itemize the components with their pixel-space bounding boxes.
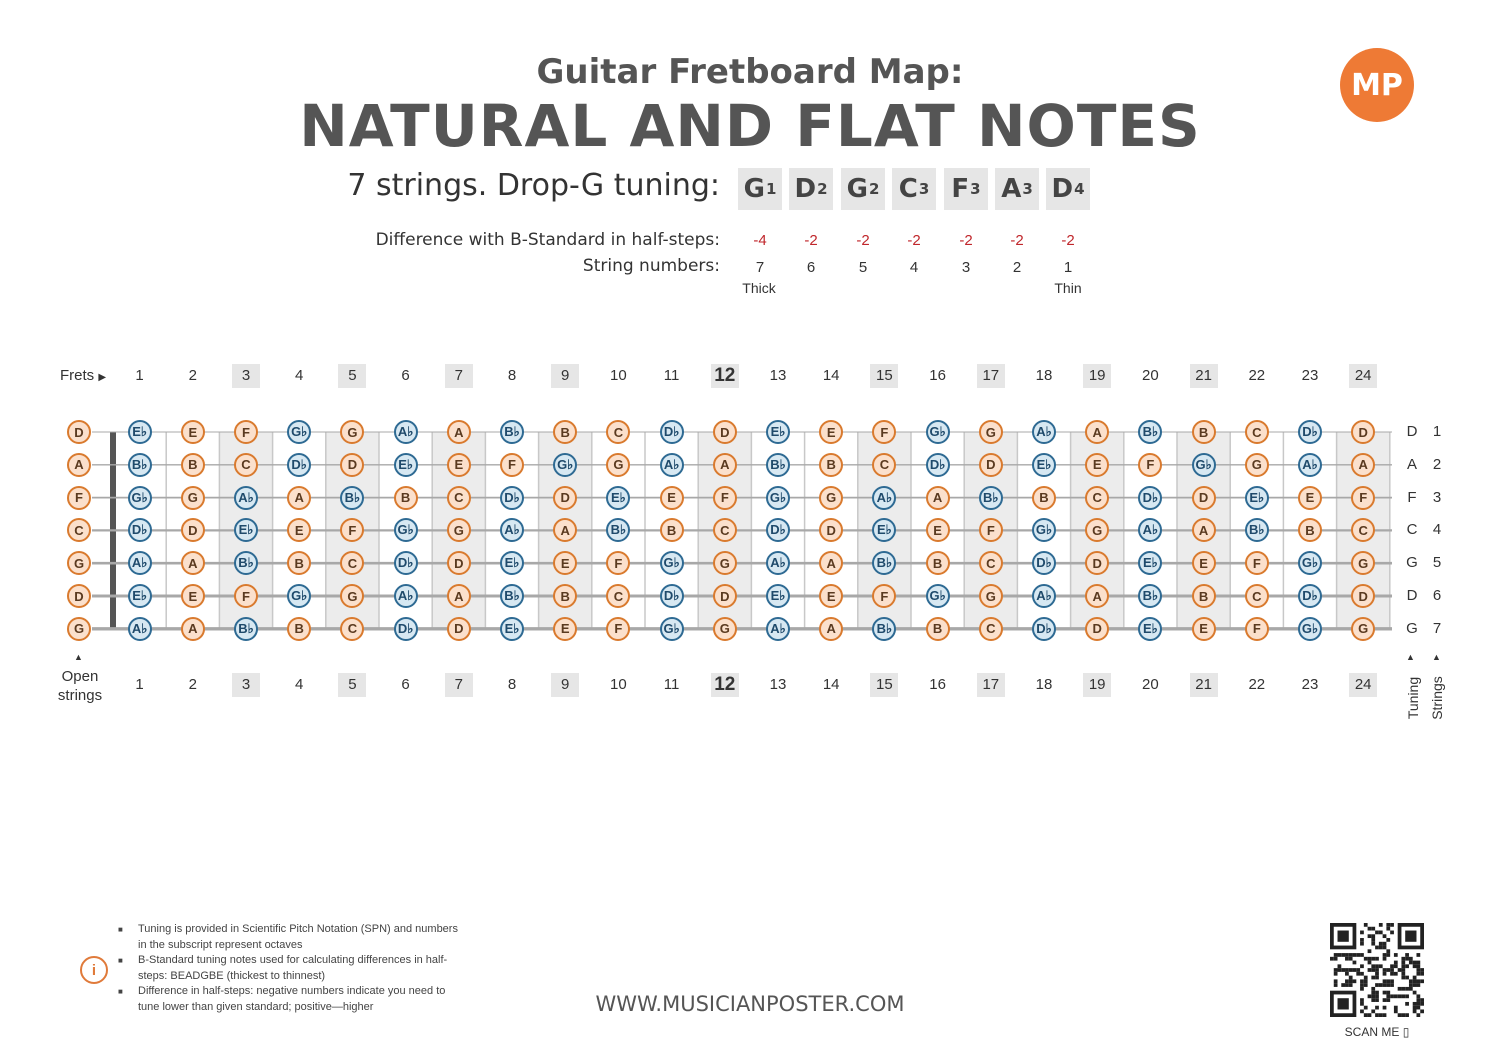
fret-note: E <box>660 486 684 510</box>
fret-note: A <box>553 518 577 542</box>
fret-note: G♭ <box>660 617 684 641</box>
footnote-item: ■ Tuning is provided in Scientific Pitch Notation (SPN) and numbers in the subscript represent octaves <box>118 922 458 953</box>
fret-note: E♭ <box>1138 551 1162 575</box>
open-strings-label <box>50 667 110 705</box>
fret-note: G♭ <box>394 518 418 542</box>
fret-note: F <box>1245 551 1269 575</box>
fret-note: B♭ <box>872 551 896 575</box>
fret-note: D <box>1085 617 1109 641</box>
fret-note: A♭ <box>1138 518 1162 542</box>
fret-note: E <box>553 617 577 641</box>
fret-number: 15 <box>870 364 898 388</box>
tuning-octave: 3 <box>970 180 981 198</box>
fret-note: F <box>872 420 896 444</box>
fret-note: A <box>287 486 311 510</box>
difference-value: -2 <box>907 232 921 249</box>
fret-note: C <box>1085 486 1109 510</box>
fret-note: A <box>819 551 843 575</box>
fret-note: B♭ <box>1138 584 1162 608</box>
fret-note: A <box>447 584 471 608</box>
fret-note: G <box>340 584 364 608</box>
fret-note: D♭ <box>287 453 311 477</box>
fret-number: 20 <box>1142 367 1159 384</box>
fret-note: C <box>234 453 258 477</box>
brand-logo[interactable]: MP <box>1340 48 1414 122</box>
string-tuning-label: D <box>1406 587 1418 604</box>
arrow-right-icon: ▶ <box>98 372 107 383</box>
fret-number: 4 <box>295 676 304 693</box>
fret-note: D <box>181 518 205 542</box>
fret-number: 19 <box>1083 364 1111 388</box>
fret-note: F <box>340 518 364 542</box>
fret-note: F <box>979 518 1003 542</box>
open-string-note: A <box>67 453 91 477</box>
fret-note: E <box>819 584 843 608</box>
tuning-note: A <box>1001 174 1022 204</box>
fret-note: B <box>819 453 843 477</box>
fret-number: 21 <box>1190 673 1218 697</box>
fret-note: G <box>181 486 205 510</box>
fret-note: D♭ <box>1298 420 1322 444</box>
fret-note: G♭ <box>1192 453 1216 477</box>
fret-note: F <box>234 584 258 608</box>
open-string-note: D <box>67 584 91 608</box>
fret-note: E♭ <box>500 617 524 641</box>
fret-note: F <box>713 486 737 510</box>
string-numbers-label: String numbers: <box>582 256 720 276</box>
fret-note: B <box>1298 518 1322 542</box>
fret-note: F <box>1138 453 1162 477</box>
fret-note: F <box>1245 617 1269 641</box>
fret-note: C <box>1245 420 1269 444</box>
arrow-up-icon: ▲ <box>1432 652 1441 662</box>
fret-note: D <box>340 453 364 477</box>
fret-note: B <box>926 617 950 641</box>
difference-value: -2 <box>1010 232 1024 249</box>
fret-note: B <box>181 453 205 477</box>
fret-note: F <box>1351 486 1375 510</box>
fret-note: E <box>181 584 205 608</box>
footnotes <box>118 922 458 1015</box>
fret-note: B♭ <box>128 453 152 477</box>
fret-note: B <box>287 551 311 575</box>
string-number: 3 <box>961 259 971 276</box>
fret-note: E <box>819 420 843 444</box>
info-icon: i <box>80 956 108 984</box>
fret-note: B <box>1192 420 1216 444</box>
fret-note: G <box>979 420 1003 444</box>
fret-note: B <box>1032 486 1056 510</box>
difference-label: Difference with B-Standard in half-steps: <box>375 230 720 250</box>
fret-note: E♭ <box>128 584 152 608</box>
tuning-octave: 2 <box>868 180 880 198</box>
string-number: 5 <box>858 259 868 276</box>
fret-note: C <box>1351 518 1375 542</box>
fret-note: G <box>1245 453 1269 477</box>
fret-note: E <box>181 420 205 444</box>
fret-number: 10 <box>610 367 627 384</box>
fret-note: E <box>447 453 471 477</box>
fret-note: E♭ <box>766 420 790 444</box>
fret-note: B <box>553 584 577 608</box>
fret-note: A♭ <box>128 617 152 641</box>
tuning-note: D <box>1051 174 1074 204</box>
fret-note: E <box>553 551 577 575</box>
fret-number: 11 <box>663 367 680 384</box>
tuning-octave: 3 <box>1022 180 1033 198</box>
fret-note: F <box>872 584 896 608</box>
fret-number: 13 <box>769 367 787 384</box>
fret-note: A♭ <box>872 486 896 510</box>
difference-value: -2 <box>856 232 870 249</box>
fret-note: E♭ <box>1138 617 1162 641</box>
fret-number: 9 <box>551 364 579 388</box>
fret-number: 7 <box>445 364 473 388</box>
fret-note: A♭ <box>1298 453 1322 477</box>
fret-note: D♭ <box>128 518 152 542</box>
string-number: 7 <box>755 259 765 276</box>
fret-note: B♭ <box>234 617 258 641</box>
fret-number: 10 <box>610 676 627 693</box>
tuning-note: C <box>898 174 918 204</box>
fret-note: B♭ <box>340 486 364 510</box>
string-number: 2 <box>1012 259 1022 276</box>
fret-note: G <box>819 486 843 510</box>
footnote-item: ■ Difference in half-steps: negative numbers indicate you need to tune lower than given standard; positive—higher <box>118 984 458 1015</box>
fret-note: D <box>553 486 577 510</box>
fret-note: D♭ <box>1032 617 1056 641</box>
fret-note: D♭ <box>1138 486 1162 510</box>
scan-me-label <box>1330 1025 1424 1039</box>
fret-note: A♭ <box>394 420 418 444</box>
fret-note: F <box>606 617 630 641</box>
fret-note: B <box>553 420 577 444</box>
fret-note: C <box>979 617 1003 641</box>
fret-note: A <box>1351 453 1375 477</box>
fret-note: B♭ <box>872 617 896 641</box>
fret-note: G♭ <box>926 420 950 444</box>
fret-note: A <box>926 486 950 510</box>
thick-label: Thick <box>742 280 776 296</box>
fret-note: D♭ <box>394 617 418 641</box>
fret-number: 14 <box>822 676 840 693</box>
fret-note: G <box>340 420 364 444</box>
fret-note: C <box>340 617 364 641</box>
fret-note: D♭ <box>660 420 684 444</box>
fret-note: D <box>713 420 737 444</box>
fret-number: 24 <box>1349 673 1377 697</box>
difference-value: -2 <box>804 232 818 249</box>
fret-note: F <box>500 453 524 477</box>
fret-number: 13 <box>769 676 787 693</box>
fret-number: 23 <box>1301 676 1319 693</box>
open-string-note: F <box>67 486 91 510</box>
open-string-note: C <box>67 518 91 542</box>
fret-note: G♭ <box>128 486 152 510</box>
fret-number: 23 <box>1301 367 1319 384</box>
fret-number: 22 <box>1248 676 1266 693</box>
fret-note: D♭ <box>766 518 790 542</box>
fret-note: B♭ <box>500 420 524 444</box>
string-number-label: 4 <box>1432 521 1442 539</box>
fret-note: E♭ <box>234 518 258 542</box>
string-number: 4 <box>909 259 919 276</box>
fret-number: 20 <box>1142 676 1159 693</box>
fret-number: 2 <box>188 367 197 384</box>
fret-note: A <box>181 551 205 575</box>
open-strings-label-line1: Open <box>61 668 99 685</box>
fret-note: B <box>926 551 950 575</box>
fret-number: 3 <box>232 673 260 697</box>
fret-note: F <box>234 420 258 444</box>
fret-note: G♭ <box>1032 518 1056 542</box>
string-number-label: 3 <box>1432 488 1442 506</box>
string-tuning-label: A <box>1406 455 1417 473</box>
tuning-note: G <box>846 174 868 204</box>
string-number: 6 <box>806 259 816 276</box>
tuning-note: F <box>951 174 970 204</box>
fret-note: G <box>1085 518 1109 542</box>
fret-note: B <box>287 617 311 641</box>
string-number-label: 6 <box>1432 587 1442 604</box>
fret-note: C <box>340 551 364 575</box>
fret-note: E <box>1085 453 1109 477</box>
string-tuning-label: C <box>1406 521 1418 539</box>
fret-note: D♭ <box>926 453 950 477</box>
fret-note: D♭ <box>500 486 524 510</box>
fret-note: E♭ <box>1032 453 1056 477</box>
fret-number: 17 <box>977 673 1005 697</box>
fret-note: A <box>713 453 737 477</box>
fret-number: 1 <box>135 676 144 693</box>
fret-note: C <box>872 453 896 477</box>
fret-note: G♭ <box>287 420 311 444</box>
fret-number: 22 <box>1248 367 1266 384</box>
poster-subtitle: Guitar Fretboard Map: <box>536 52 964 92</box>
fret-number: 8 <box>507 367 517 384</box>
fret-note: B♭ <box>234 551 258 575</box>
string-tuning-label: G <box>1406 619 1418 637</box>
tuning-axis-label: Tuning <box>1405 676 1421 720</box>
fret-number: 3 <box>232 364 260 388</box>
fret-number: 14 <box>822 367 840 384</box>
fret-note: B♭ <box>766 453 790 477</box>
strings-axis-label: Strings <box>1429 676 1445 720</box>
fret-note: G <box>606 453 630 477</box>
fret-note: E <box>1298 486 1322 510</box>
fret-number: 2 <box>188 676 197 693</box>
fret-number: 4 <box>295 367 304 384</box>
string-number-label: 1 <box>1432 423 1442 440</box>
fret-note: A <box>819 617 843 641</box>
string-number-label: 5 <box>1432 554 1442 572</box>
qr-code[interactable] <box>1330 923 1424 1017</box>
fret-number: 11 <box>663 676 680 693</box>
fret-number: 17 <box>977 364 1005 388</box>
fret-note: D <box>1192 486 1216 510</box>
fret-note: E♭ <box>500 551 524 575</box>
frets-label-text: Frets <box>60 367 95 384</box>
fret-note: D <box>1351 584 1375 608</box>
fret-note: E♭ <box>394 453 418 477</box>
fret-number: 9 <box>551 673 579 697</box>
fret-note: C <box>606 584 630 608</box>
fret-number: 18 <box>1035 676 1053 693</box>
fret-number: 5 <box>338 364 366 388</box>
poster-title: NATURAL AND FLAT NOTES <box>299 92 1201 160</box>
fret-note: A♭ <box>660 453 684 477</box>
fret-note: A♭ <box>128 551 152 575</box>
fret-number: 16 <box>929 676 946 693</box>
fret-note: G♭ <box>766 486 790 510</box>
fret-note: E♭ <box>128 420 152 444</box>
difference-value: -4 <box>753 232 767 249</box>
tuning-octave: 1 <box>765 180 777 198</box>
fret-note: E <box>926 518 950 542</box>
fret-note: G♭ <box>926 584 950 608</box>
fret-note: G♭ <box>287 584 311 608</box>
fret-note: B♭ <box>1138 420 1162 444</box>
fret-note: E <box>287 518 311 542</box>
arrow-up-icon: ▲ <box>74 652 83 662</box>
fret-note: E♭ <box>606 486 630 510</box>
fret-note: G <box>1351 551 1375 575</box>
fret-note: E♭ <box>766 584 790 608</box>
fret-note: G <box>447 518 471 542</box>
footnote-item: ■ B-Standard tuning notes used for calculating differences in half-steps: BEADGBE (thickest to thinnest) <box>118 953 458 984</box>
string-number: 1 <box>1063 259 1073 276</box>
fret-note: A♭ <box>766 617 790 641</box>
fret-note: E <box>1192 551 1216 575</box>
fret-note: G♭ <box>660 551 684 575</box>
string-tuning-label: F <box>1407 488 1417 506</box>
fret-number: 15 <box>870 673 898 697</box>
phone-icon: ▯ <box>1402 1025 1410 1039</box>
arrow-up-icon: ▲ <box>1406 652 1415 662</box>
fret-number: 1 <box>135 367 144 384</box>
fret-note: B <box>394 486 418 510</box>
tuning-note: G <box>743 174 765 204</box>
string-number-label: 7 <box>1432 619 1442 637</box>
fret-note: A <box>1192 518 1216 542</box>
fret-number: 12 <box>711 673 739 697</box>
thin-label: Thin <box>1054 280 1082 296</box>
fret-number: 12 <box>711 364 739 388</box>
fret-note: B♭ <box>606 518 630 542</box>
fret-note: G♭ <box>553 453 577 477</box>
fret-note: E <box>1192 617 1216 641</box>
fret-number: 5 <box>338 673 366 697</box>
fret-note: D <box>1351 420 1375 444</box>
fret-note: A♭ <box>394 584 418 608</box>
website-link[interactable]: WWW.MUSICIANPOSTER.COM <box>595 992 905 1016</box>
open-string-note: G <box>67 551 91 575</box>
fret-note: E♭ <box>1245 486 1269 510</box>
string-number-label: 2 <box>1432 455 1442 473</box>
fret-note: G <box>713 617 737 641</box>
fret-note: D♭ <box>660 584 684 608</box>
tuning-label: 7 strings. Drop-G tuning: <box>347 168 720 203</box>
fret-note: D <box>1085 551 1109 575</box>
fret-number: 21 <box>1190 364 1218 388</box>
fret-note: B <box>660 518 684 542</box>
fret-note: A <box>1085 420 1109 444</box>
fret-note: A♭ <box>1032 420 1056 444</box>
tuning-octave: 4 <box>1074 180 1085 198</box>
fret-note: A <box>181 617 205 641</box>
fret-note: B♭ <box>979 486 1003 510</box>
fret-note: D♭ <box>1298 584 1322 608</box>
fret-note: D <box>979 453 1003 477</box>
string-tuning-label: D <box>1406 423 1418 440</box>
open-string-note: D <box>67 420 91 444</box>
fret-note: A <box>1085 584 1109 608</box>
fret-note: A <box>447 420 471 444</box>
fret-number: 16 <box>929 367 946 384</box>
fret-note: D <box>447 617 471 641</box>
tuning-octave: 3 <box>918 180 930 198</box>
fret-note: A♭ <box>766 551 790 575</box>
fret-note: C <box>1245 584 1269 608</box>
scan-me-text: SCAN ME <box>1344 1025 1400 1039</box>
fret-note: D <box>447 551 471 575</box>
fret-number: 7 <box>445 673 473 697</box>
open-strings-label-line2: strings <box>57 687 103 704</box>
fret-note: C <box>713 518 737 542</box>
fret-note: A♭ <box>234 486 258 510</box>
fret-note: E♭ <box>872 518 896 542</box>
fret-note: F <box>606 551 630 575</box>
fret-note: D <box>713 584 737 608</box>
fret-note: G♭ <box>1298 551 1322 575</box>
fret-note: G♭ <box>1298 617 1322 641</box>
fret-note: D♭ <box>394 551 418 575</box>
fret-note: D♭ <box>1032 551 1056 575</box>
tuning-note: D <box>794 174 817 204</box>
fret-note: A♭ <box>1032 584 1056 608</box>
fret-note: C <box>606 420 630 444</box>
tuning-octave: 2 <box>817 180 828 198</box>
fret-note: C <box>447 486 471 510</box>
fret-note: D <box>819 518 843 542</box>
fret-note: B♭ <box>500 584 524 608</box>
fret-number: 6 <box>401 367 410 384</box>
fret-note: G <box>713 551 737 575</box>
fret-number: 18 <box>1035 367 1053 384</box>
fret-note: B♭ <box>1245 518 1269 542</box>
fret-number: 24 <box>1349 364 1377 388</box>
string-tuning-label: G <box>1406 554 1418 572</box>
fret-note: G <box>979 584 1003 608</box>
open-string-note: G <box>67 617 91 641</box>
fret-note: C <box>979 551 1003 575</box>
difference-value: -2 <box>959 232 973 249</box>
fret-number: 19 <box>1083 673 1111 697</box>
fret-note: A♭ <box>500 518 524 542</box>
fret-note: B <box>1192 584 1216 608</box>
fret-note: G <box>1351 617 1375 641</box>
fret-number: 8 <box>507 676 517 693</box>
difference-value: -2 <box>1061 232 1075 249</box>
fret-number: 6 <box>401 676 410 693</box>
